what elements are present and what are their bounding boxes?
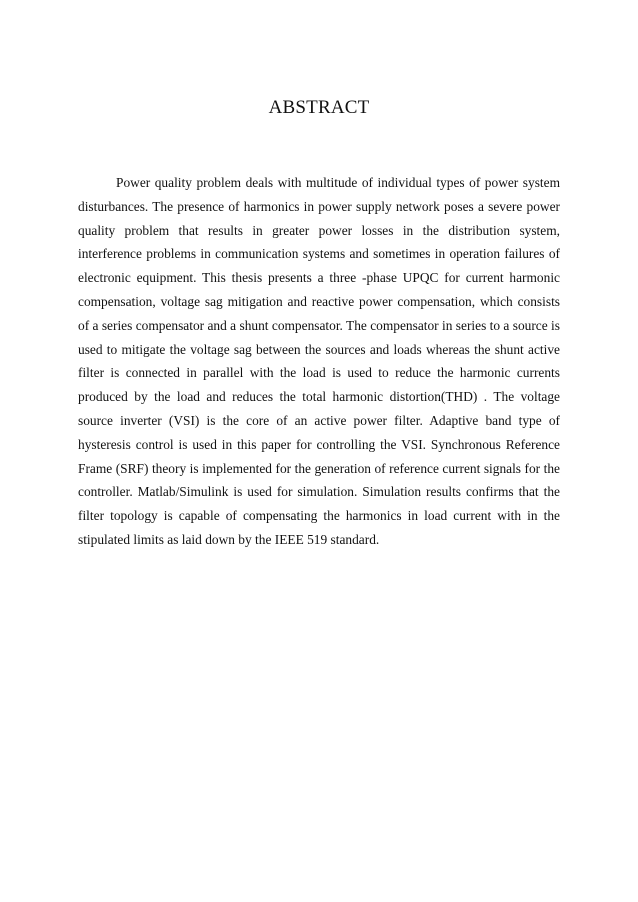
abstract-paragraph: Power quality problem deals with multitude of individual types of power system disturbances. The presence of harmonics in power supply network poses a severe power quality problem that results in greater power losses in the distribution system, interference problems in communication systems and sometimes in operation failures of electronic equipment. This thesis presents a three -phase UPQC for current harmonic compensation, voltage sag mitigation and reactive power compensation, which consists of a series compensator and a shunt compensator. The compensator in series to a source is used to mitigate the voltage sag between the sources and loads whereas the shunt active filter is connected in parallel with the load is used to reduce the harmonic currents produced by the load and reduces the total harmonic distortion(THD) . The voltage source inverter (VSI) is the core of an active power filter. Adaptive band type of hysteresis control is used in this paper for controlling the VSI. Synchronous Reference Frame (SRF) theory is implemented for the generation of reference current signals for the controller. Matlab/Simulink is used for simulation. Simulation results confirms that the filter topology is capable of compensating the harmonics in load current with in the stipulated limits as laid down by the IEEE 519 standard. <box>78 175 560 547</box>
page-title: ABSTRACT <box>268 97 370 118</box>
